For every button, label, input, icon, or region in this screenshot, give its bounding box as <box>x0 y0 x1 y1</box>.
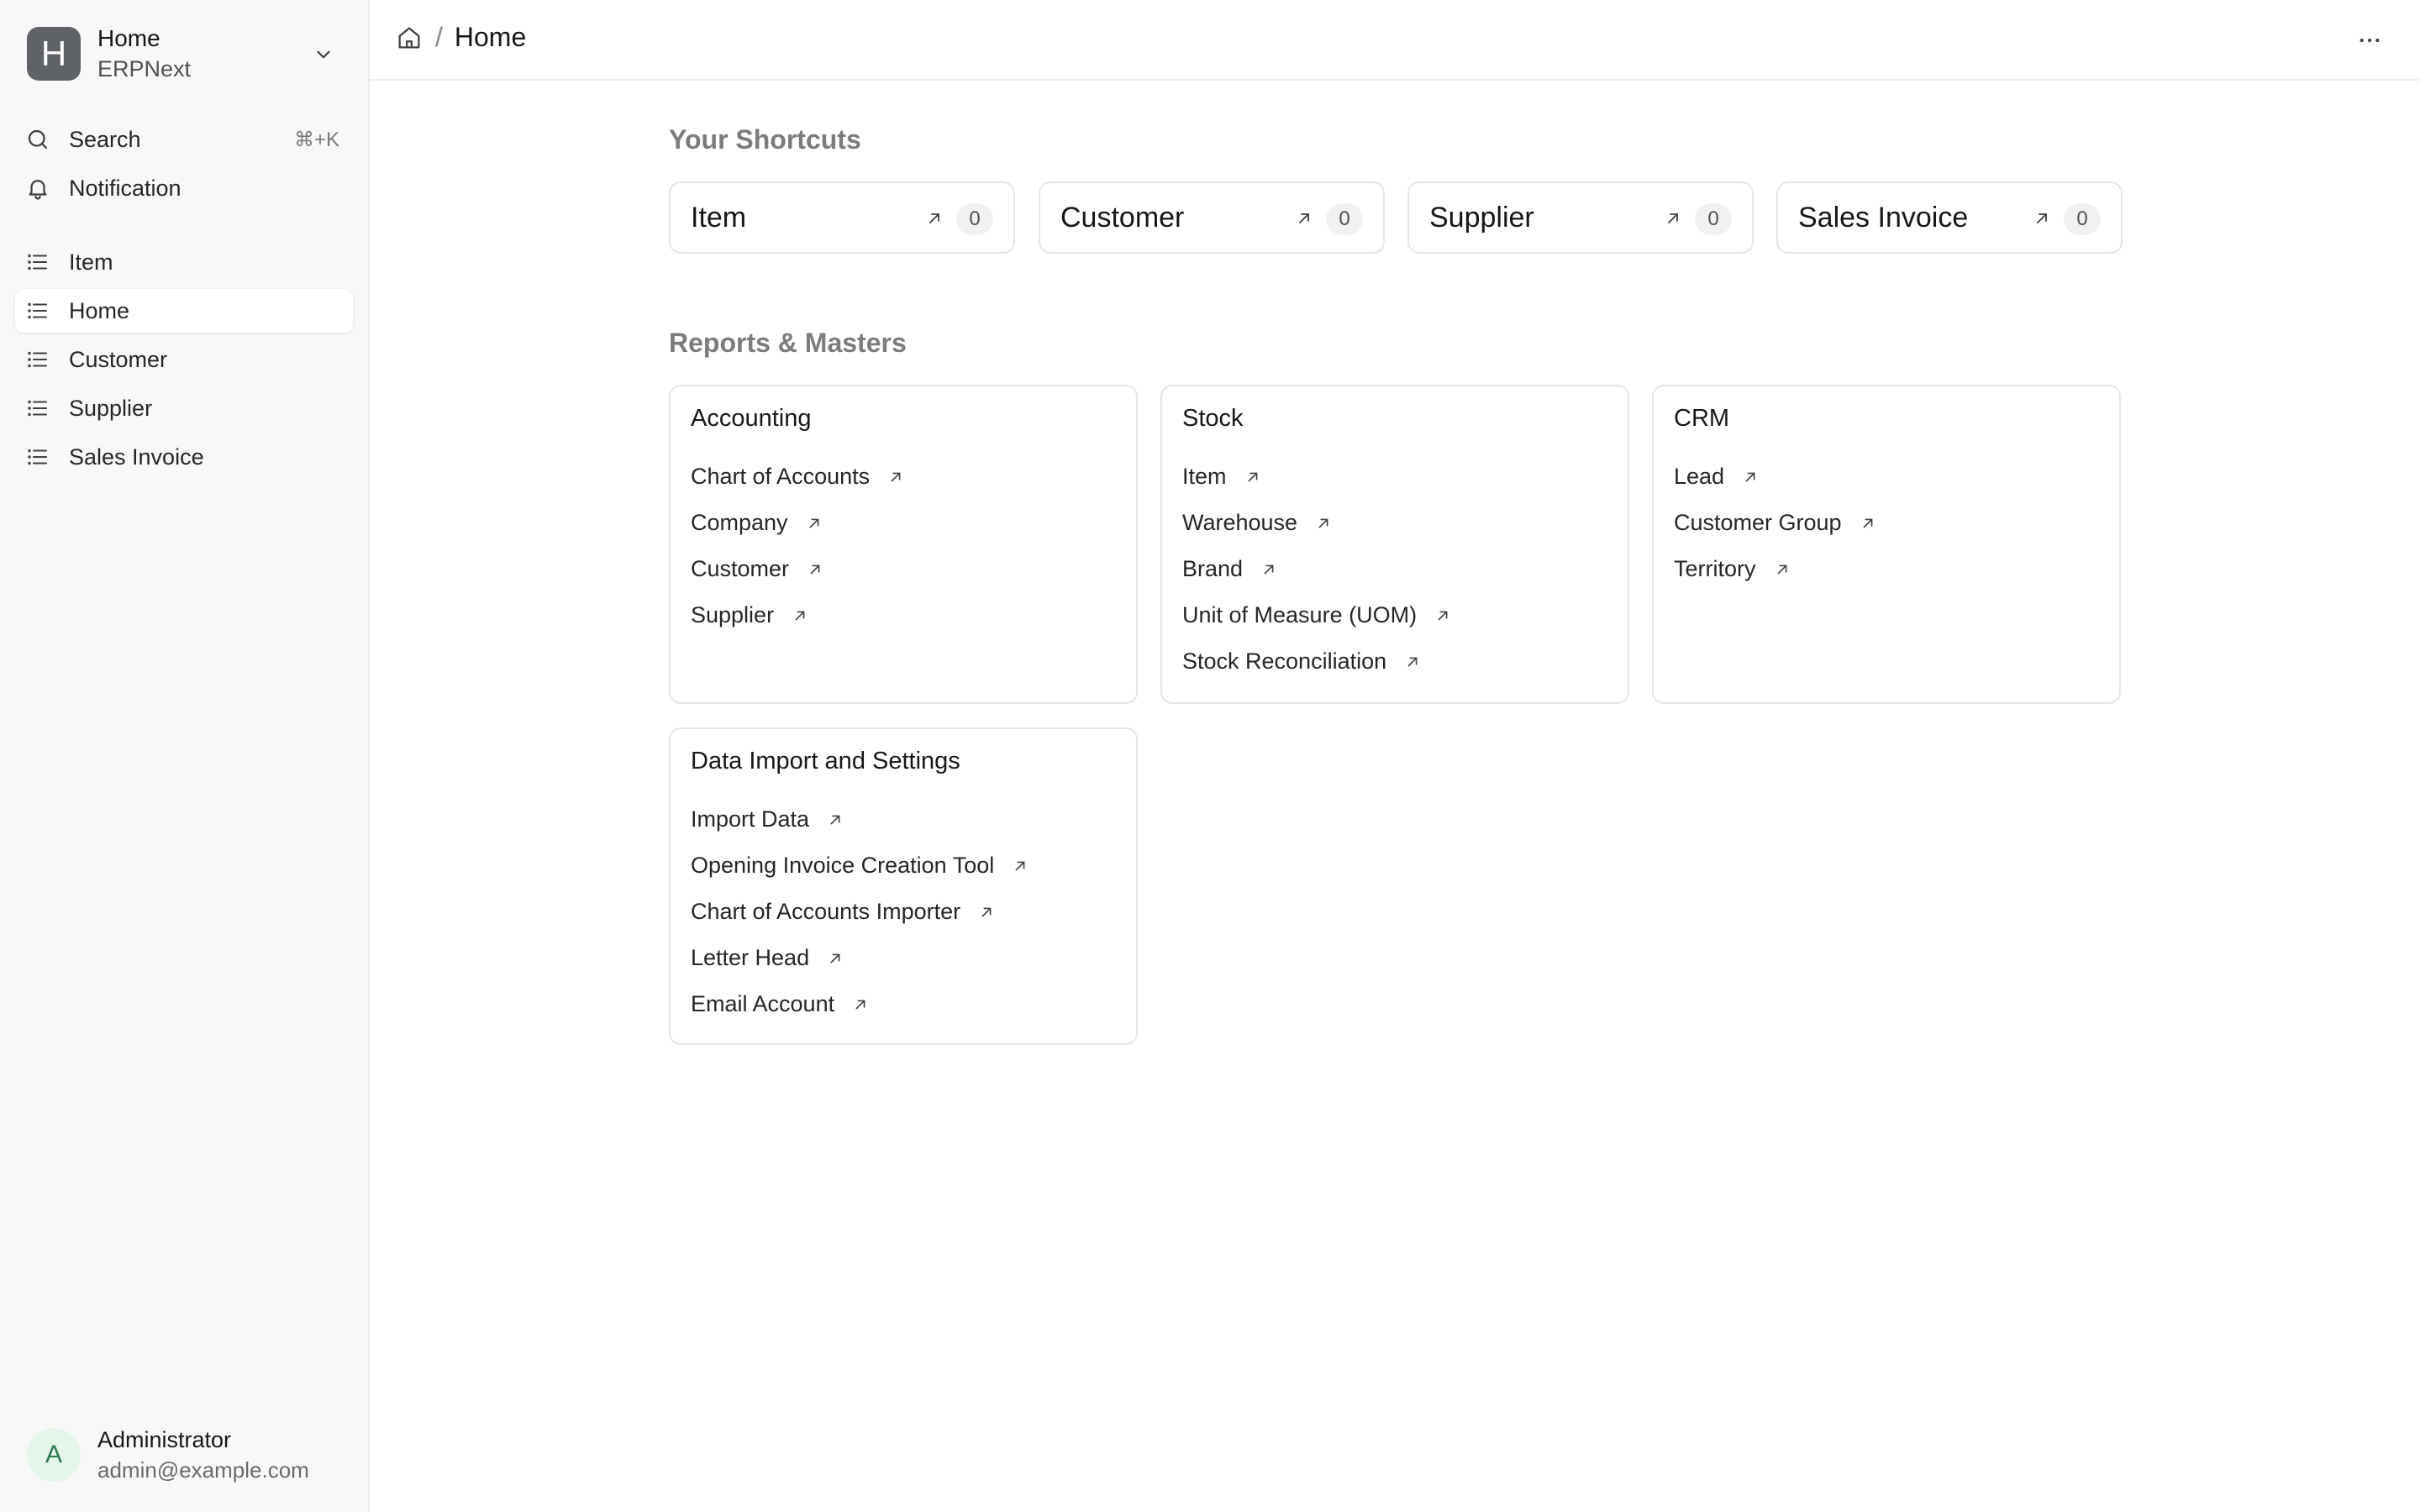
arrow-up-right-icon <box>977 903 996 921</box>
card-title: Data Import and Settings <box>691 748 960 774</box>
link-chart-of-accounts-importer[interactable] <box>691 899 996 925</box>
arrow-up-right-icon <box>924 208 944 228</box>
sidebar-item-label: Sales Invoice <box>69 444 204 470</box>
link-label: Chart of Accounts <box>691 464 871 489</box>
shortcut-count: 0 <box>1326 203 1363 235</box>
sidebar-item-sales-invoice[interactable] <box>15 435 353 479</box>
shortcut-customer[interactable] <box>1039 181 1385 254</box>
shortcut-label: Item <box>691 201 747 234</box>
shortcut-count: 0 <box>1695 203 1732 235</box>
list-icon <box>25 347 50 372</box>
arrow-up-right-icon <box>886 468 905 486</box>
link-label: Lead <box>1674 464 1725 489</box>
shortcut-supplier[interactable] <box>1407 181 1754 254</box>
link-label: Customer Group <box>1674 510 1842 535</box>
arrow-up-right-icon <box>1011 857 1029 875</box>
link-email-account[interactable] <box>691 991 870 1017</box>
user-menu[interactable] <box>15 1420 353 1490</box>
workspace-subtitle: ERPNext <box>97 55 192 81</box>
user-name: Administrator <box>97 1427 232 1453</box>
breadcrumb-separator: / <box>435 22 443 52</box>
sidebar-search[interactable] <box>15 118 353 161</box>
workspace-title: Home <box>97 25 160 52</box>
arrow-up-right-icon <box>1859 514 1877 533</box>
arrow-up-right-icon <box>1741 468 1760 486</box>
user-text <box>97 1425 309 1485</box>
link-letter-head[interactable] <box>691 945 844 971</box>
sidebar <box>0 0 370 1512</box>
card-data-import-settings <box>669 727 1138 1045</box>
sidebar-item-home[interactable] <box>15 289 353 333</box>
shortcut-label: Customer <box>1060 201 1185 234</box>
card-title: Accounting <box>691 405 812 432</box>
sidebar-item-label: Home <box>69 297 130 323</box>
link-import-data[interactable] <box>691 806 844 832</box>
search-shortcut: ⌘+K <box>293 128 339 151</box>
arrow-up-right-icon <box>826 949 844 968</box>
search-label: Search <box>69 126 141 152</box>
link-label: Letter Head <box>691 945 810 970</box>
shortcut-sales-invoice[interactable] <box>1776 181 2123 254</box>
list-icon <box>25 249 50 275</box>
link-stock-reconciliation[interactable] <box>1182 648 1422 675</box>
sidebar-notification[interactable] <box>15 166 353 210</box>
list-icon <box>25 298 50 323</box>
arrow-up-right-icon <box>1244 468 1262 486</box>
link-label: Territory <box>1674 556 1756 581</box>
link-territory[interactable] <box>1674 556 1791 582</box>
link-supplier[interactable] <box>691 602 809 628</box>
card-title: Stock <box>1182 405 1244 432</box>
more-horizontal-icon <box>2356 27 2383 54</box>
list-icon <box>25 396 50 421</box>
link-label: Import Data <box>691 806 810 832</box>
link-label: Email Account <box>691 991 835 1016</box>
bell-icon <box>25 176 50 201</box>
link-company[interactable] <box>691 510 823 536</box>
link-label: Warehouse <box>1182 510 1298 535</box>
link-label: Item <box>1182 464 1227 489</box>
arrow-up-right-icon <box>1663 208 1683 228</box>
arrow-up-right-icon <box>826 811 844 829</box>
link-unit-of-measure[interactable] <box>1182 602 1452 628</box>
more-options-button[interactable] <box>2353 24 2386 57</box>
home-icon[interactable] <box>395 24 424 52</box>
chevron-down-icon <box>313 44 334 66</box>
arrow-up-right-icon <box>1403 653 1422 671</box>
workspace-logo: H <box>27 27 81 81</box>
sidebar-item-label: Supplier <box>69 395 153 421</box>
link-label: Supplier <box>691 602 775 627</box>
top-bar <box>370 0 2420 81</box>
link-label: Brand <box>1182 556 1244 581</box>
sidebar-item-supplier[interactable] <box>15 386 353 430</box>
arrow-up-right-icon <box>805 514 823 533</box>
breadcrumb <box>395 22 526 53</box>
notification-label: Notification <box>69 175 182 201</box>
link-chart-of-accounts[interactable] <box>691 464 905 490</box>
card-title: CRM <box>1674 405 1730 432</box>
user-email: admin@example.com <box>97 1457 309 1483</box>
workspace-text <box>97 24 191 83</box>
arrow-up-right-icon <box>791 606 809 625</box>
avatar: A <box>27 1428 81 1482</box>
reports-section-title: Reports & Masters <box>669 328 907 358</box>
link-item[interactable] <box>1182 464 1262 490</box>
link-brand[interactable] <box>1182 556 1278 582</box>
link-opening-invoice-creation-tool[interactable] <box>691 853 1029 879</box>
sidebar-item-item[interactable] <box>15 240 353 284</box>
link-customer[interactable] <box>691 556 824 582</box>
workspace-switcher[interactable] <box>15 15 353 92</box>
shortcut-label: Sales Invoice <box>1798 201 1969 234</box>
link-label: Customer <box>691 556 790 581</box>
link-customer-group[interactable] <box>1674 510 1877 536</box>
link-label: Opening Invoice Creation Tool <box>691 853 995 878</box>
arrow-up-right-icon <box>1434 606 1452 625</box>
link-warehouse[interactable] <box>1182 510 1333 536</box>
sidebar-item-label: Item <box>69 249 113 275</box>
sidebar-item-customer[interactable] <box>15 338 353 381</box>
search-icon <box>25 127 50 152</box>
link-label: Company <box>691 510 788 535</box>
arrow-up-right-icon <box>2032 208 2052 228</box>
link-label: Chart of Accounts Importer <box>691 899 961 924</box>
arrow-up-right-icon <box>806 560 824 579</box>
arrow-up-right-icon <box>1773 560 1791 579</box>
card-crm <box>1652 385 2121 704</box>
arrow-up-right-icon <box>851 995 870 1014</box>
link-lead[interactable] <box>1674 464 1760 490</box>
arrow-up-right-icon <box>1314 514 1333 533</box>
card-accounting <box>669 385 1138 704</box>
sidebar-item-label: Customer <box>69 346 168 372</box>
card-stock <box>1160 385 1629 704</box>
arrow-up-right-icon <box>1294 208 1314 228</box>
list-icon <box>25 444 50 470</box>
shortcut-label: Supplier <box>1429 201 1534 234</box>
link-label: Unit of Measure (UOM) <box>1182 602 1418 627</box>
shortcut-count: 0 <box>956 203 993 235</box>
breadcrumb-current: Home <box>454 22 527 52</box>
shortcuts-section-title: Your Shortcuts <box>669 124 861 155</box>
shortcut-item[interactable] <box>669 181 1015 254</box>
shortcut-count: 0 <box>2064 203 2101 235</box>
link-label: Stock Reconciliation <box>1182 648 1387 674</box>
arrow-up-right-icon <box>1260 560 1278 579</box>
